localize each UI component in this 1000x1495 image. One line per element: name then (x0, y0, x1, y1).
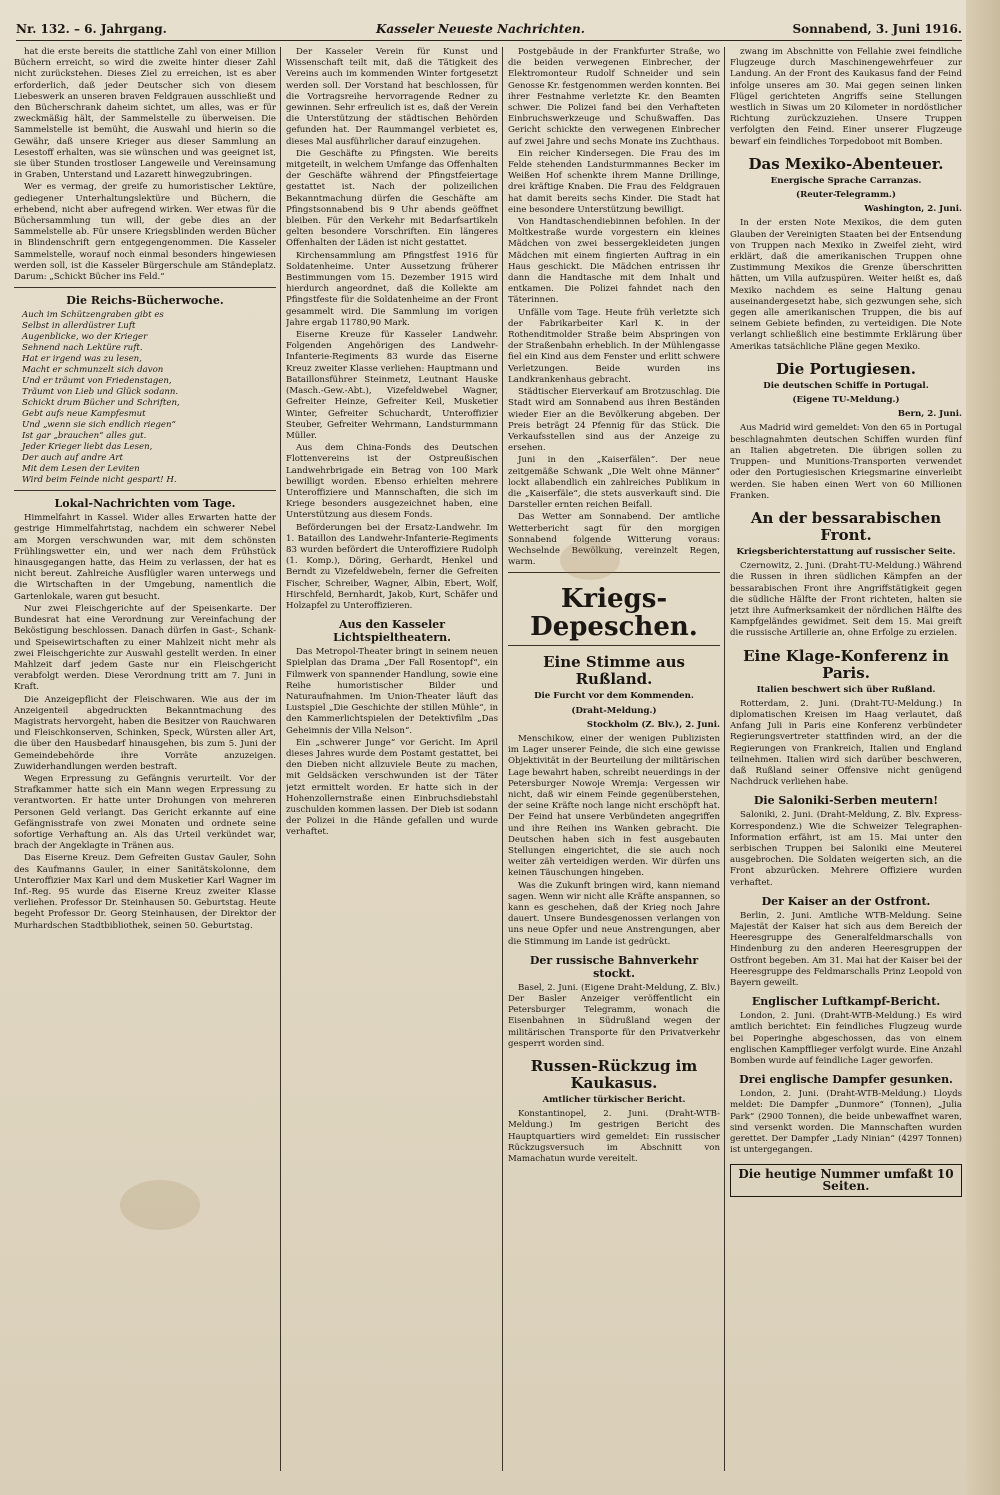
divider (14, 490, 276, 491)
poem-line: Und er träumt von Friedenstagen, (22, 376, 172, 387)
article-paragraph: Wer es vermag, der greife zu humoristischer Lektüre, gediegener Unterhaltungslektüre und Büchern, die erhebend, nicht aber aufregend wirken. Wer etwas für die Büchersammlung tun will, der gebe dies an der Sammelstelle ab. Für unsere Kriegsblinden werden Bücher in Blindenschrift gern entgegengenommen. Die Kasseler Sammelstelle, worauf noch einmal besonders hingewiesen werden soll, ist die Kasseler Bürgerschule am Ständeplatz. Darum: „Schickt Bücher ins Feld.“ (14, 182, 276, 283)
column-divider (502, 47, 503, 1471)
column-1 (14, 47, 276, 1471)
paper-stain (560, 540, 620, 580)
poem-line: Mit dem Lesen der Leviten (22, 464, 140, 475)
column-2 (286, 47, 498, 1471)
subheadline: Die Furcht vor dem Kommenden. (534, 691, 694, 702)
column-3 (508, 47, 720, 1471)
dateline: Stockholm (Z. Blv.), 2. Juni. (586, 719, 720, 730)
headline-dampfer: Drei englische Dampfer gesunken. (739, 1073, 953, 1087)
article-paragraph: zwang im Abschnitte von Fellahie zwei feindliche Flugzeuge durch Maschinengewehrfeuer zur Landung. An der Front des Kaukasus fand der Feind infolge unseres am 30. Mai gegen seinen linken Flügel gerichteten Angriffs seine Stellungen westlich in Siwas um 20 Kilometer in nordöstlicher Richtung zurückzuziehen. Unsere Truppen verfolgten den Feind. Einer unserer Flugzeuge bewarf ein feindliches Torpedoboot mit Bomben. (730, 47, 962, 147)
subheadline: Energische Sprache Carranzas. (770, 175, 922, 186)
article-paragraph: Aus dem China-Fonds des Deutschen Flottenvereins ist der Ostpreußischen Landwehrbrigade ein Betrag von 100 Mark bewilligt worden. Ebenso erhielten mehrere Unteroffiziere und Mannschaften, die sich im Kriege besonders ausgezeichnet haben, eine Unterstützung aus diesem Fonds. (286, 443, 498, 521)
poem-line: Träumt von Lieb und Glück sodann. (22, 387, 179, 398)
subheadline: Italien beschwert sich über Rußland. (756, 684, 936, 695)
poem-line: Augenblicke, wo der Krieger (22, 332, 148, 343)
article-paragraph: hat die erste bereits die stattliche Zahl von einer Million Büchern erreicht, so wird die zweite hinter dieser Zahl nicht zurückstehen. Dieses Ziel zu erreichen, ist es aber erforderlich, daß jeder Deutscher sich von diesem Liebeswerk an unseren braven Feldgrauen ausschließt und den Bücherschrank daheim sichtet, um alles, was er für zweckmäßig hält, der Sammelstelle zu überweisen. Die Sammelstelle ist bemüht, die Auswahl und hierin so die Gewähr, daß unsere Krieger aus dieser Sammlung an Lesestoff erhalten, was sie wünschen und was geeignet ist, sie über Stunden trostloser Langeweile und Vereinsamung in Graben, Unterstand und Lazarett hinwegzubringen. (14, 47, 276, 181)
headline-bessarabien: An der bessarabischen Front. (750, 508, 942, 544)
poem-line: Macht er schmunzelt sich davon (22, 365, 164, 376)
article-paragraph: Himmelfahrt in Kassel. Wider alles Erwarten hatte der gestrige Himmelfahrtstag, nachdem ein schwerer Nebel am Morgen verschwunden war, mit dem schönsten Frühlingswetter ein, und wer nach dem Frühstück hinausgegangen hatte, das Heim zu verlassen, der hat es nicht bereut. Zahlreiche Ausflügler waren unterwegs und die Wirtschaften in der Umgebung, namentlich die Gartenlokale, waren gut besucht. (14, 513, 276, 602)
article-paragraph: Basel, 2. Juni. (Eigene Draht-Meldung, Z. Blv.) Der Basler Anzeiger veröffentlicht ein Petersburger Telegramm, wonach die Eisenbahnen in Südrußland wegen der militärischen Transporte für den Privatverkehr gesperrt worden sind. (508, 982, 720, 1049)
article-paragraph: Die Geschäfte zu Pfingsten. Wie bereits mitgeteilt, in welchem Umfange das Offenhalten der Geschäfte während der Pfingstfeiertage gestattet ist. Nach der polizeilichen Bekanntmachung dürfen die Geschäfte am Pfingstsonnabend bis 9 Uhr abends geöffnet bleiben. Für den Verkehr mit Bedarfsartikeln gelten besondere Vorschriften. Ein längeres Offenhalten der Läden ist nicht gestattet. (286, 148, 498, 249)
subheadline: Die deutschen Schiffe in Portugal. (763, 380, 929, 391)
article-paragraph: Die Anzeigepflicht der Fleischwaren. Wie aus der im Anzeigenteil abgedruckten Bekanntmachung des Magistrats hervorgeht, haben die Besitzer von Rauchwaren und Fleischkonserven, Schinken, Speck, Würsten aller Art, die über den Hausbedarf hinausgehen, bis zum 5. Juni der Gemeindebehörde ihre Vorräte anzuzeigen. Zuwiderhandlungen werden bestraft. (14, 694, 276, 772)
headline-lokal: Lokal-Nachrichten vom Tage. (54, 497, 236, 511)
headline-kaiser-ostfront: Der Kaiser an der Ostfront. (761, 894, 931, 908)
poem-line: Ist gar „brauchen“ alles gut. (22, 431, 147, 442)
poem-line: Selbst in allerdüstrer Luft (22, 321, 136, 332)
article-paragraph: Von Handtaschendiebinnen befohlen. In der Moltkestraße wurde vorgestern ein kleines Mädchen von zwei bessergekleideten jungen Mädchen mit einem fingierten Auftrag in ein Haus geschickt. Die Mädchen entrissen ihr dann die Handtasche mit dem Inhalt und entkamen. Die Polizei fahndet nach den Täterinnen. (508, 217, 720, 306)
article-paragraph: Aus Madrid wird gemeldet: Von den 65 in Portugal beschlagnahmten deutschen Schiffen wurden fünf an Italien abgetreten. Die übrigen sollen zu Truppen- und Munitions-Transporten verwendet oder den Portugiesischen Kriegsmarine einverleibt werden. Sie haben einen Wert von 60 Millionen Franken. (730, 423, 962, 501)
source-note: (Reuter-Telegramm.) (796, 190, 896, 201)
subheadline: Amtlicher türkischer Bericht. (542, 1095, 686, 1106)
headline-stimme-russland: Eine Stimme aus Rußland. (543, 653, 685, 689)
article-paragraph: Unfälle vom Tage. Heute früh verletzte sich der Fabrikarbeiter Karl K. in der Rothenditmolder Straße beim Abspringen von der Straßenbahn erheblich. In der Mühlengasse fiel ein Kind aus dem Fenster und erlitt schwere Verletzungen. Beide wurden ins Landkrankenhaus gebracht. (508, 307, 720, 385)
article-paragraph: Ein „schwerer Junge“ vor Gericht. Im April dieses Jahres wurde dem Postamt gestattet, bei den Dieben nicht allzuviele Beute zu machen, mit Geldsäcken verschwunden ist der Täter jetzt ermittelt worden. Er hatte sich in der Hohenzollernstraße einen Einbruchsdiebstahl zuschulden kommen lassen. Der Dieb ist sodann der Polizei in die Hände gefallen und wurde verhaftet. (286, 737, 498, 838)
column-4 (730, 47, 962, 1471)
poem-line: Auch im Schützengraben gibt es (22, 310, 164, 321)
headline-russen-rueckzug: Russen-Rückzug im Kaukasus. (530, 1057, 698, 1093)
divider (508, 572, 720, 573)
issue-date: Sonnabend, 3. Juni 1916. (792, 22, 962, 36)
article-paragraph: Wegen Erpressung zu Gefängnis verurteilt. Vor der Strafkammer hatte sich ein Mann wegen Erpressung zu verantworten. Er hatte unter Drohungen von mehreren Personen Geld verlangt. Das Gericht erkannte auf eine Gefängnisstrafe von zwei Monaten und ordnete seine sofortige Verhaftung an. Als das Urteil verkündet war, brach der Angeklagte in Tränen aus. (14, 773, 276, 852)
article-paragraph: Nur zwei Fleischgerichte auf der Speisenkarte. Der Bundesrat hat eine Verordnung zur Vereinfachung der Beköstigung beschlossen. Danach dürfen in Gast-, Schank- und Speisewirtschaften zu einer Mahlzeit nicht mehr als zwei Fleischgerichte zur Auswahl gestellt werden. In einer Mahlzeit darf jedem Gaste nur ein Fleischgericht verabfolgt werden. Diese Verordnung tritt am 7. Juni in Kraft. (14, 603, 276, 693)
headline-bahnverkehr: Der russische Bahnverkehr stockt. (529, 953, 699, 980)
source-note: (Eigene TU-Meldung.) (792, 395, 900, 406)
poem-line: Und „wenn sie sich endlich riegen“ (22, 420, 176, 431)
poem-line: Schickt drum Bücher und Schriften, (22, 398, 180, 409)
newspaper-title: Kasseler Neueste Nachrichten. (376, 22, 585, 36)
article-paragraph: Kirchensammlung am Pfingstfest 1916 für Soldatenheime. Unter Aussetzung früherer Bestimmungen vom 15. Dezember 1915 wird hierdurch angeordnet, daß die Kollekte am Pfingstfeste für die Soldatenheime an der Front gesammelt wird. Die Sammlung im vorigen Jahre ergab 11780,90 Mark. (286, 250, 498, 328)
headline-lichtspiele: Aus den Kasseler Lichtspieltheatern. (333, 618, 451, 645)
headline-klage-konferenz: Eine Klage-Konferenz in Paris. (743, 646, 949, 682)
headline-saloniki: Die Saloniki-Serben meutern! (753, 794, 939, 808)
article-paragraph: Der Kasseler Verein für Kunst und Wissenschaft teilt mit, daß die Tätigkeit des Vereins auch im kommenden Winter fortgesetzt werden soll. Der Vorstand hat beschlossen, für die Vortragsreihe hervorragende Redner zu gewinnen. Sehr erfreulich ist es, daß der Verein die Unterstützung der städtischen Behörden gefunden hat. Der Raummangel verbietet es, dieses Mal ausführlicher darauf einzugehen. (286, 47, 498, 147)
dateline: Bern, 2. Juni. (897, 409, 962, 420)
article-paragraph: Postgebäude in der Frankfurter Straße, wo die beiden verwegenen Einbrecher, der Elektromonteur Rudolf Schneider und sein Genosse Kr. festgenommen werden konnten. Bei ihrer Festnahme verletzte Kr. den Beamten schwer. Die Polizei fand bei den Verhafteten Einbruchswerkzeuge und Schußwaffen. Das Gericht schickte den verwegenen Einbrecher auf zwei Jahre und sechs Monate ins Zuchthaus. (508, 47, 720, 147)
article-paragraph: Eiserne Kreuze für Kasseler Landwehr. Folgenden Angehörigen des Landwehr-Infanterie-Regiments 83 wurde das Eiserne Kreuz zweiter Klasse verliehen: Hauptmann und Bataillonsführer Steinmetz, Leutnant Hauske (Masch.-Gew.-Abt.), Vizefeldwebel Wagner, Gefreiter Heinze, Gefreiter Keil, Musketier Winter, Gefreiter Schuchardt, Unteroffizier Steuber, Gefreiter Wehrmann, Landsturmmann Müller. (286, 330, 498, 441)
article-paragraph: Menschikow, einer der wenigen Publizisten im Lager unserer Feinde, die sich eine gewisse Objektivität in der Beurteilung der militärischen Lage bewahrt haben, schreibt neuerdings in der Petersburger Nowoje Wremja: Vergessen wir nicht, daß wir einem Feinde gegenüberstehen, der seine Kräfte noch lange nicht erschöpft hat. Der Feind hat unsere Verbündeten angegriffen und ihre Reihen ins Wanken gebracht. Die Deutschen haben sich in fest ausgebauten Stellungen eingerichtet, die sie auch noch weiter zäh verteidigen werden. Wir dürfen uns keinen Täuschungen hingeben. (508, 733, 720, 879)
article-paragraph: Berlin, 2. Juni. Amtliche WTB-Meldung. Seine Majestät der Kaiser hat sich aus dem Bereich der Heeresgruppe des Generalfeldmarschalls von Hindenburg zu den anderen Heeresgruppen der Ostfront begeben. Am 31. Mai hat der Kaiser bei der Heeresgruppe des Feldmarschalls Prinz Leopold von Bayern geweilt. (730, 910, 962, 988)
article-paragraph: Czernowitz, 2. Juni. (Draht-TU-Meldung.) Während die Russen in ihren südlichen Kämpfen an der bessarabischen Front ihre Angriffstätigkeit gegen die südliche Hälfte der Front richteten, halten sie jetzt ihre Aufmerksamkeit der nördlichen Hälfte des Kampfgeländes gewidmet. Seit dem 15. Mai greift die russische Artillerie an, ohne Erfolge zu erzielen. (730, 561, 962, 639)
article-paragraph: Juni in den „Kaiserfälen“. Der neue zeitgemäße Schwank „Die Welt ohne Männer“ lockt allabendlich ein zahlreiches Publikum in die „Kaiserfäle“, die stets ausverkauft sind. Die Darsteller ernten reichen Beifall. (508, 455, 720, 511)
article-paragraph: Saloniki, 2. Juni. (Draht-Meldung, Z. Blv. Express-Korrespondenz.) Wie die Schweizer Telegraphen-Information erfährt, ist am 15. Mai unter den serbischen Truppen bei Saloniki eine Meuterei ausgebrochen. Die Soldaten weigerten sich, an die Front abzurücken. Mehrere Offiziere wurden verhaftet. (730, 810, 962, 888)
article-paragraph: Das Metropol-Theater bringt in seinem neuen Spielplan das Drama „Der Fall Rosentopf“, ein Filmwerk von spannender Handlung, sowie eine Reihe humoristischer Bilder und Naturaufnahmen. Im Union-Theater läuft das Lustspiel „Die Geschichte der stillen Mühle“, in den Kammerlichtspielen der Detektivfilm „Das Geheimnis der Villa Nelson“. (286, 647, 498, 736)
divider (14, 287, 276, 288)
dateline: Washington, 2. Juni. (864, 204, 962, 215)
divider (508, 645, 720, 646)
column-divider (280, 47, 281, 1471)
headline-kriegs-depeschen: Kriegs-Depeschen. (530, 584, 698, 643)
paper-edge (966, 0, 1000, 1495)
headline-portugiesen: Die Portugiesen. (776, 359, 916, 378)
article-paragraph: London, 2. Juni. (Draht-WTB-Meldung.) Es wird amtlich berichtet: Ein feindliches Flugzeug wurde bei Poperinghe abgeschossen, das von einem englischen Kampfflieger verfolgt wurde. Eine Anzahl Bomben wurde auf feindliche Lager geworfen. (730, 1011, 962, 1067)
article-paragraph: London, 2. Juni. (Draht-WTB-Meldung.) Lloyds meldet: Die Dampfer „Dunmore“ (Tonnen), „Julia Park“ (2900 Tonnen), die beide unbewaffnet waren, sind versenkt worden. Die Mannschaften wurden gerettet. Der Dampfer „Lady Ninian“ (4297 Tonnen) ist untergegangen. (730, 1089, 962, 1156)
headline-luftkampf: Englischer Luftkampf-Bericht. (751, 995, 941, 1009)
article-paragraph: Was die Zukunft bringen wird, kann niemand sagen. Wenn wir nicht alle Kräfte anspannen, so kann es geschehen, daß der Krieg noch Jahre dauert. Unsere Bundesgenossen verlangen von uns neue Opfer und neue Anstrengungen, aber die Stimmung im Lande ist gedrückt. (508, 880, 720, 947)
article-paragraph: Rotterdam, 2. Juni. (Draht-TU-Meldung.) In diplomatischen Kreisen im Haag verlautet, daß Anfang Juli in Paris eine Konferenz verbündeter Regierungsvertreter stattfinden wird, an der die Regierungen von Frankreich, Italien und England teilnehmen. Italien wird sich darüber beschweren, daß Rußland seiner Offensive nicht genügend Nachdruck verliehen habe. (730, 698, 962, 788)
article-paragraph: Ein reicher Kindersegen. Die Frau des im Felde stehenden Landsturmmannes Becker im Weißen Hof schenkte ihrem Manne Drillinge, drei kräftige Knaben. Die Frau des Feldgrauen hat damit bereits sechs Kinder. Die Stadt hat eine besondere Unterstützung bewilligt. (508, 148, 720, 215)
poem-line: Der auch auf andre Art (22, 453, 123, 464)
issue-number: Nr. 132. – 6. Jahrgang. (16, 22, 167, 36)
article-paragraph: In der ersten Note Mexikos, die dem guten Glauben der Vereinigten Staaten bei der Entsendung von Truppen nach Mexiko in Zweifel zieht, wird erklärt, daß die amerikanischen Truppen ohne Zustimmung Mexikos die Grenze überschritten hätten, um Villa aufzuspüren. Weiter heißt es, daß Mexiko nachdem es seine Haltung genau auseinandergesetzt habe, sich gezwungen sehe, sich gegen alle amerikanischen Truppen, die bis auf seinem Gebiete befinden, zu verteidigen. Die Note verlangt schließlich eine bestimmte Erklärung über Amerikas tatsächliche Pläne gegen Mexiko. (730, 218, 962, 352)
headline-buecherwoche: Die Reichs-Bücherwoche. (66, 294, 224, 308)
article-paragraph: Das Wetter am Sonnabend. Der amtliche Wetterbericht sagt für den morgigen Sonnabend folgende Witterung voraus: Wechselnde Bewölkung, vereinzelt Regen, warm. (508, 512, 720, 568)
column-divider (724, 47, 725, 1471)
article-paragraph: Das Eiserne Kreuz. Dem Gefreiten Gustav Gauler, Sohn des Kaufmanns Gauler, in einer Sanitätskolonne, dem Unteroffizier Max Karl und dem Musketier Karl Wagner im Inf.-Reg. 95 wurde das Eiserne Kreuz zweiter Klasse verliehen. Professor Dr. Steinhausen 50. Geburtstag. Heute begeht Professor Dr. Georg Steinhausen, der Direktor der Murhardschen Stadtbibliothek, seinen 50. Geburtstag. (14, 853, 276, 931)
poem-line: Sehnend nach Lektüre ruft. (22, 343, 143, 354)
article-paragraph: Konstantinopel, 2. Juni. (Draht-WTB-Meldung.) Im gestrigen Bericht des Hauptquartiers wird gemeldet: Ein russischer Rückzugsversuch im Abschnitt von Mamachatun wurde vereitelt. (508, 1109, 720, 1165)
article-paragraph: Beförderungen bei der Ersatz-Landwehr. Im 1. Bataillon des Landwehr-Infanterie-Regiments 83 wurden befördert die Unteroffiziere Rudolph (1. Komp.), Döring, Gerhardt, Henkel und Berndt zu Vizefeldwebeln, ferner die Gefreiten Fischer, Schreiber, Wagner, Albin, Ebert, Wolf, Hirschfeld, Bernhardt, Jakob, Kurt, Schäfer und Holzapfel zu Unteroffizieren. (286, 522, 498, 611)
poem-line: Wird beim Feinde nicht gespart! H. (22, 475, 177, 486)
headline-mexiko: Das Mexiko-Abenteuer. (748, 154, 944, 173)
poem-line: Jeder Krieger liebt das Lesen, (22, 442, 153, 453)
source-note: (Draht-Meldung.) (571, 705, 657, 716)
masthead (16, 18, 962, 41)
poem (22, 310, 276, 486)
poem-line: Hat er irgend was zu lesen, (22, 354, 142, 365)
article-paragraph: Städtischer Eierverkauf am Brotzuschlag. Die Stadt wird am Sonnabend aus ihren Beständen wieder Eier an die Bevölkerung abgeben. Der Preis beträgt 24 Pfennig für das Stück. Die Verkaufsstellen sind aus der Anzeige zu ersehen. (508, 387, 720, 454)
poem-line: Gebt aufs neue Kampfesmut (22, 409, 146, 420)
paper-stain (120, 1180, 200, 1230)
page-count-notice: Die heutige Nummer umfaßt 10 Seiten. (730, 1164, 962, 1196)
subheadline: Kriegsberichterstattung auf russischer Seite. (736, 546, 956, 557)
